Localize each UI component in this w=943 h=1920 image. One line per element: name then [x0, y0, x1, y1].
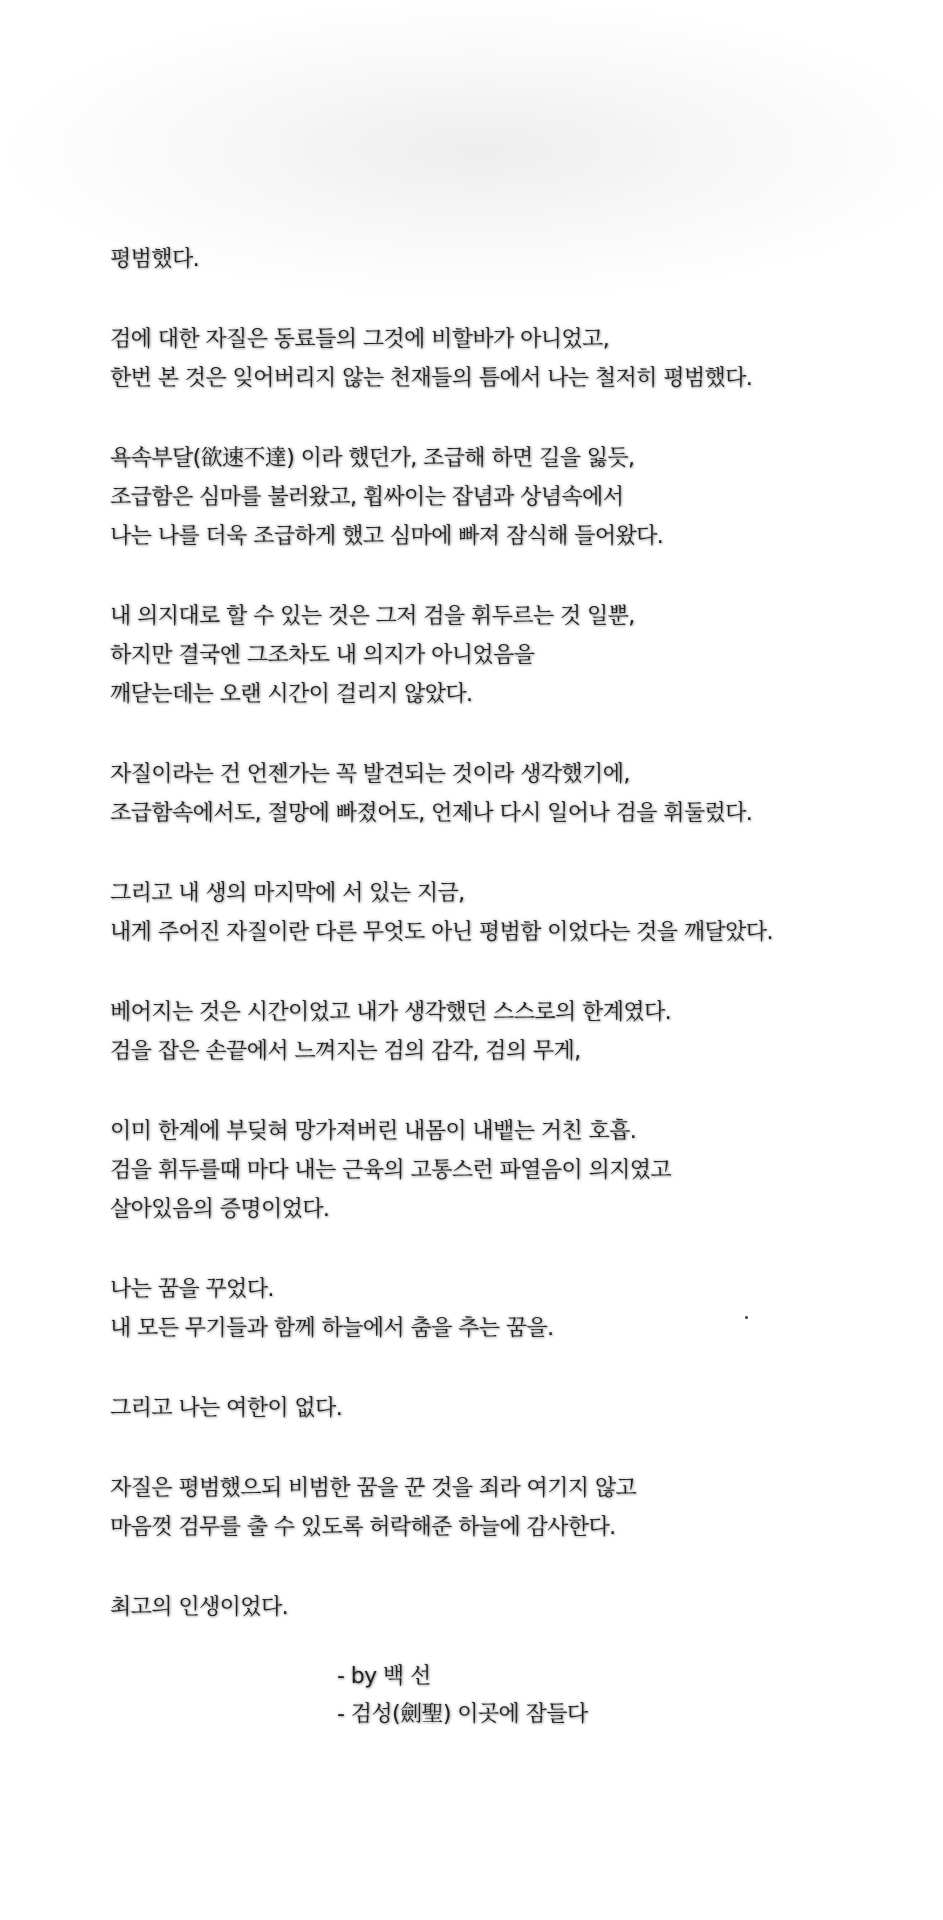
poem-text: [110, 240, 910, 1668]
poem-line: 이미 한계에 부딪혀 망가져버린 내몸이 내뱉는 거친 호흡.: [110, 1119, 637, 1144]
stanza-2: [110, 320, 910, 398]
stanza-10: [110, 1389, 910, 1428]
stanza-5: [110, 755, 910, 833]
poem-line: 최고의 인생이었다.: [110, 1595, 289, 1620]
poem-line: 나는 꿈을 꾸었다.: [110, 1277, 274, 1302]
poem-line: 마음껏 검무를 출 수 있도록 허락해준 하늘에 감사한다.: [110, 1515, 616, 1540]
poem-line: 조급함은 심마를 불러왔고, 휩싸이는 잡념과 상념속에서: [110, 485, 624, 510]
poem-line: 검을 휘두를때 마다 내는 근육의 고통스런 파열음이 의지였고: [110, 1158, 672, 1183]
stanza-3: [110, 439, 910, 556]
stanza-7: [110, 993, 910, 1071]
poem-line: 한번 본 것은 잊어버리지 않는 천재들의 틈에서 나는 철저히 평범했다.: [110, 366, 753, 391]
stanza-6: [110, 874, 910, 952]
stanza-9: [110, 1270, 910, 1348]
poem-line: 내 모든 무기들과 함께 하늘에서 춤을 추는 꿈을.: [110, 1316, 554, 1341]
stanza-12: [110, 1588, 910, 1627]
poem-line: 나는 나를 더욱 조급하게 했고 심마에 빠져 잠식해 들어왔다.: [110, 524, 664, 549]
stanza-1: [110, 240, 910, 279]
poem-line: 내 의지대로 할 수 있는 것은 그저 검을 휘두르는 것 일뿐,: [110, 604, 635, 629]
poem-line: 평범했다.: [110, 247, 200, 272]
poem-line: 살아있음의 증명이었다.: [110, 1197, 330, 1222]
ink-speck: [745, 1316, 748, 1319]
poem-line: 욕속부달(欲速不達) 이라 했던가, 조급해 하면 길을 잃듯,: [110, 446, 635, 471]
poem-line: 깨닫는데는 오랜 시간이 걸리지 않았다.: [110, 682, 473, 707]
poem-line: 하지만 결국엔 그조차도 내 의지가 아니었음을: [110, 643, 535, 668]
poem-line: 검에 대한 자질은 동료들의 그것에 비할바가 아니었고,: [110, 327, 610, 352]
poem-line: 검을 잡은 손끝에서 느껴지는 검의 감각, 검의 무게,: [110, 1039, 581, 1064]
stanza-4: [110, 597, 910, 714]
poem-line: 자질이라는 건 언젠가는 꼭 발견되는 것이라 생각했기에,: [110, 762, 630, 787]
poem-line: 베어지는 것은 시간이었고 내가 생각했던 스스로의 한계였다.: [110, 1000, 672, 1025]
stanza-11: [110, 1469, 910, 1547]
epitaph-line: - 검성(劍聖) 이곳에 잠들다: [337, 1702, 588, 1727]
poem-line: 자질은 평범했으되 비범한 꿈을 꾼 것을 죄라 여기지 않고: [110, 1476, 637, 1501]
poem-line: 내게 주어진 자질이란 다른 무엇도 아닌 평범함 이었다는 것을 깨달았다.: [110, 920, 773, 945]
stanza-8: [110, 1112, 910, 1229]
poem-line: 그리고 내 생의 마지막에 서 있는 지금,: [110, 881, 465, 906]
poem-line: 조급함속에서도, 절망에 빠졌어도, 언제나 다시 일어나 검을 휘둘렀다.: [110, 801, 753, 826]
author-line: - by 백 선: [337, 1664, 431, 1689]
poem-line: 그리고 나는 여한이 없다.: [110, 1396, 343, 1421]
signature: [337, 1658, 588, 1734]
